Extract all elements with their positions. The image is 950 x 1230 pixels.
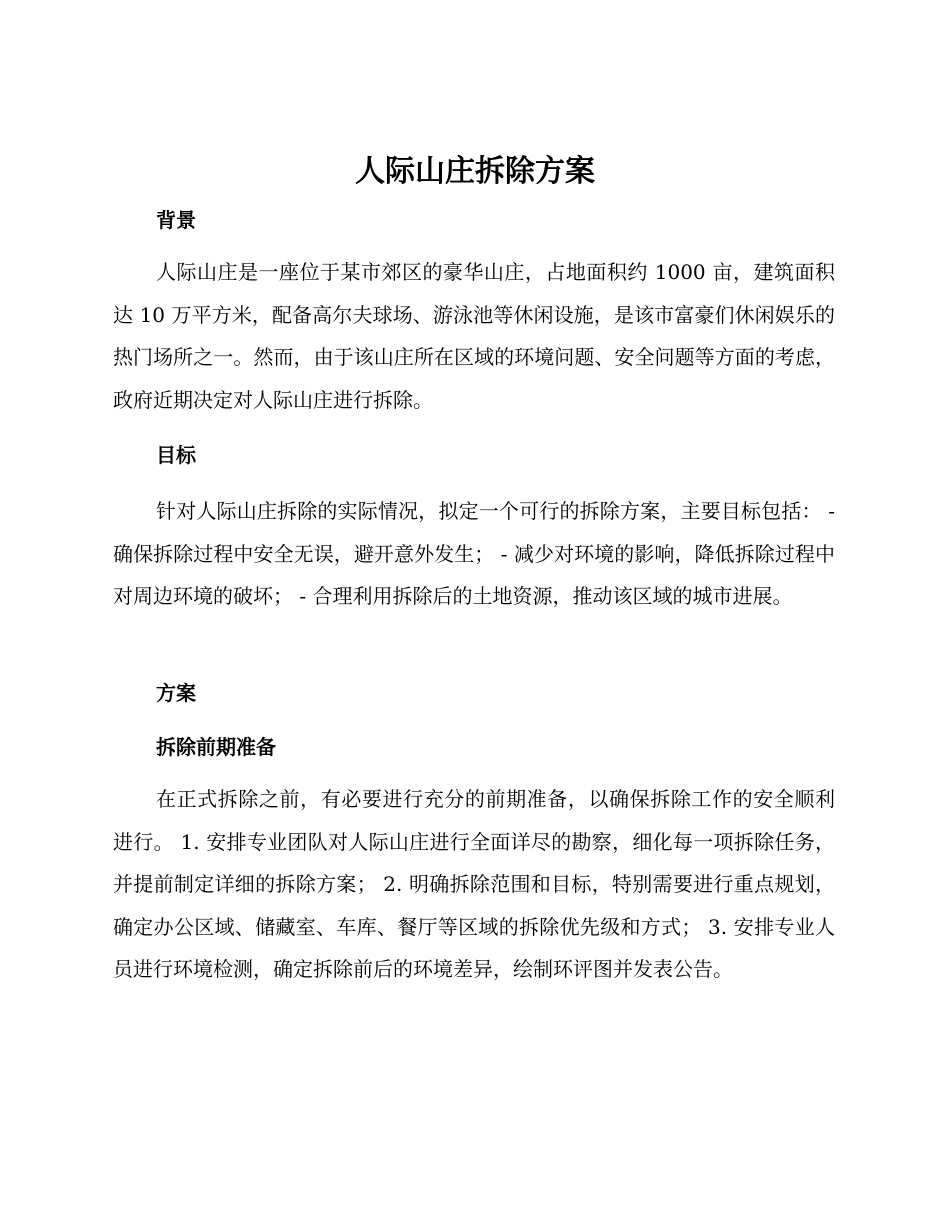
section-heading-background: 背景: [156, 208, 196, 232]
section-heading-plan: 方案: [156, 681, 196, 705]
section-paragraph-preparation: 在正式拆除之前，有必要进行充分的前期准备，以确保拆除工作的安全顺利进行。 1. 安排专业团队对人际山庄进行全面详尽的勘察，细化每一项拆除任务，并提前制定详细的拆除方案； 2. 明确拆除范围和目标，特别需要进行重点规划，确定办公区域、储藏室、车库、餐厅等区域的拆除优先级和方式； 3. 安排专业人员进行环境检测，确定拆除前后的环境差异，绘制环评图并发表公告。: [113, 787, 835, 981]
document-title: 人际山庄拆除方案: [355, 154, 595, 189]
section-heading-preparation: 拆除前期准备: [156, 735, 276, 759]
section-paragraph-background: 人际山庄是一座位于某市郊区的豪华山庄，占地面积约 1000 亩，建筑面积达 10 万平方米，配备高尔夫球场、游泳池等休闲设施，是该市富豪们休闲娱乐的热门场所之一。然而，由于该山庄所在区域的环境问题、安全问题等方面的考虑，政府近期决定对人际山庄进行拆除。: [113, 260, 835, 412]
section-heading-goal: 目标: [156, 443, 196, 467]
section-paragraph-goal: 针对人际山庄拆除的实际情况，拟定一个可行的拆除方案，主要目标包括： - 确保拆除过程中安全无误，避开意外发生； - 减少对环境的影响，降低拆除过程中对周边环境的破坏； - 合理利用拆除后的土地资源，推动该区域的城市进展。: [113, 499, 835, 608]
